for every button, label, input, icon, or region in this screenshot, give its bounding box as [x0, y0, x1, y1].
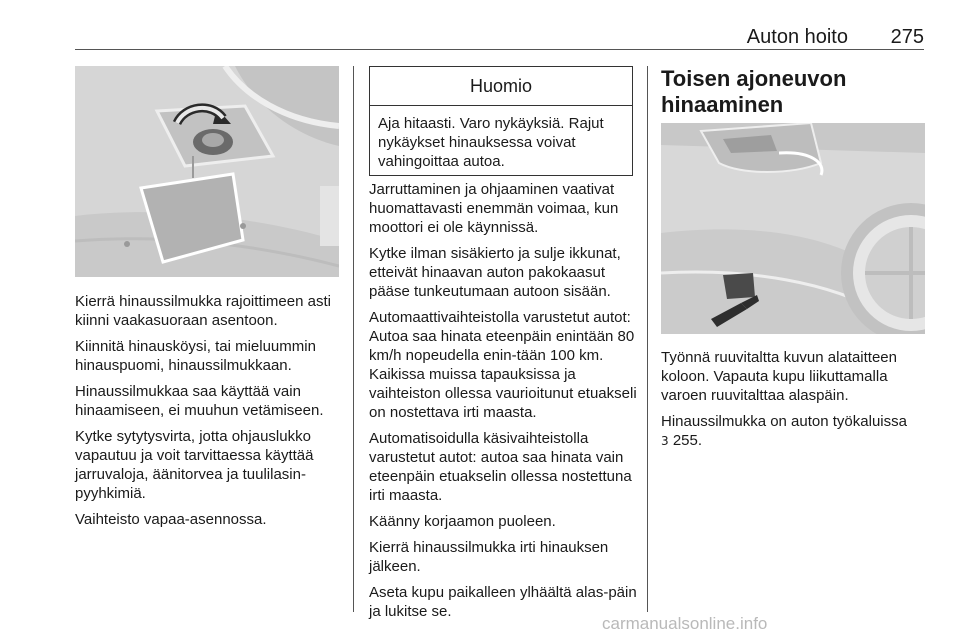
- reference-text: Hinaussilmukka on auton työkaluissa: [661, 413, 907, 430]
- caution-note: [369, 66, 633, 176]
- page-number: 275: [890, 26, 924, 48]
- reference-paragraph: [661, 412, 929, 451]
- paragraph: Automatisoidulla käsivaihteistolla varustetut autot: autoa saa hinata vain eteenpäin etuakselin ollessa nostettuna irti maasta.: [369, 430, 632, 504]
- paragraph: Kierrä hinaussilmukka rajoittimeen asti kiinni vaakasuoraan asentoon.: [75, 293, 331, 329]
- column-divider-2: [647, 66, 648, 612]
- paragraph: Kiinnitä hinausköysi, tai mieluummin hinauspuomi, hinaussilmukkaan.: [75, 338, 316, 374]
- page-reference-icon: 3: [661, 434, 669, 448]
- paragraph: Käänny korjaamon puoleen.: [369, 513, 556, 530]
- caution-note-title: Huomio: [370, 67, 632, 106]
- towing-eye-front-illustration: [75, 66, 339, 277]
- header-divider: [75, 49, 924, 50]
- watermark: carmanualsonline.info: [602, 614, 768, 633]
- caution-note-text: Aja hitaasti. Varo nykäyksiä. Rajut nykäykset hinauksessa voivat vahingoittaa autoa.: [378, 115, 604, 170]
- page-reference-link[interactable]: 255.: [672, 432, 703, 449]
- rear-cover-release-illustration: [661, 123, 925, 334]
- section-heading: Toisen ajoneuvon hinaaminen: [661, 66, 847, 117]
- column-divider-1: [353, 66, 354, 612]
- paragraph: Aseta kupu paikalleen ylhäältä alas-päin ja lukitse se.: [369, 584, 637, 620]
- column-3-text: [661, 348, 929, 458]
- paragraph: Automaattivaihteistolla varustetut autot: Autoa saa hinata eteenpäin enintään 80 km/h nopeudella enin-tään 100 km. Kaikissa muissa tapauksissa ja vaihteiston ollessa vaurioitunut etuakseli on nostettava irti maasta.: [369, 309, 637, 421]
- paragraph: Vaihteisto vapaa-asennossa.: [75, 511, 267, 528]
- chapter-title: Auton hoito: [746, 26, 848, 48]
- paragraph: Hinaussilmukkaa saa käyttää vain hinaamiseen, ei muuhun vetämiseen.: [75, 383, 324, 419]
- paragraph: Jarruttaminen ja ohjaaminen vaativat huomattavasti enemmän voimaa, kun moottori ei ole käynnissä.: [369, 181, 619, 236]
- column-2-text: [369, 180, 637, 628]
- paragraph: Työnnä ruuvitaltta kuvun alataitteen koloon. Vapauta kupu liikuttamalla varoen ruuvitalttaa alaspäin.: [661, 349, 897, 404]
- paragraph: Kytke sytytysvirta, jotta ohjauslukko vapautuu ja voit tarvittaessa käyttää jarruvaloja, äänitorvea ja tuulilasin-pyyhkimiä.: [75, 428, 314, 502]
- paragraph: Kytke ilman sisäkierto ja sulje ikkunat, etteivät hinaavan auton pakokaasut pääse tunkeutumaan autoon sisään.: [369, 245, 621, 300]
- paragraph: Kierrä hinaussilmukka irti hinauksen jälkeen.: [369, 539, 609, 575]
- column-1-text: [75, 292, 343, 536]
